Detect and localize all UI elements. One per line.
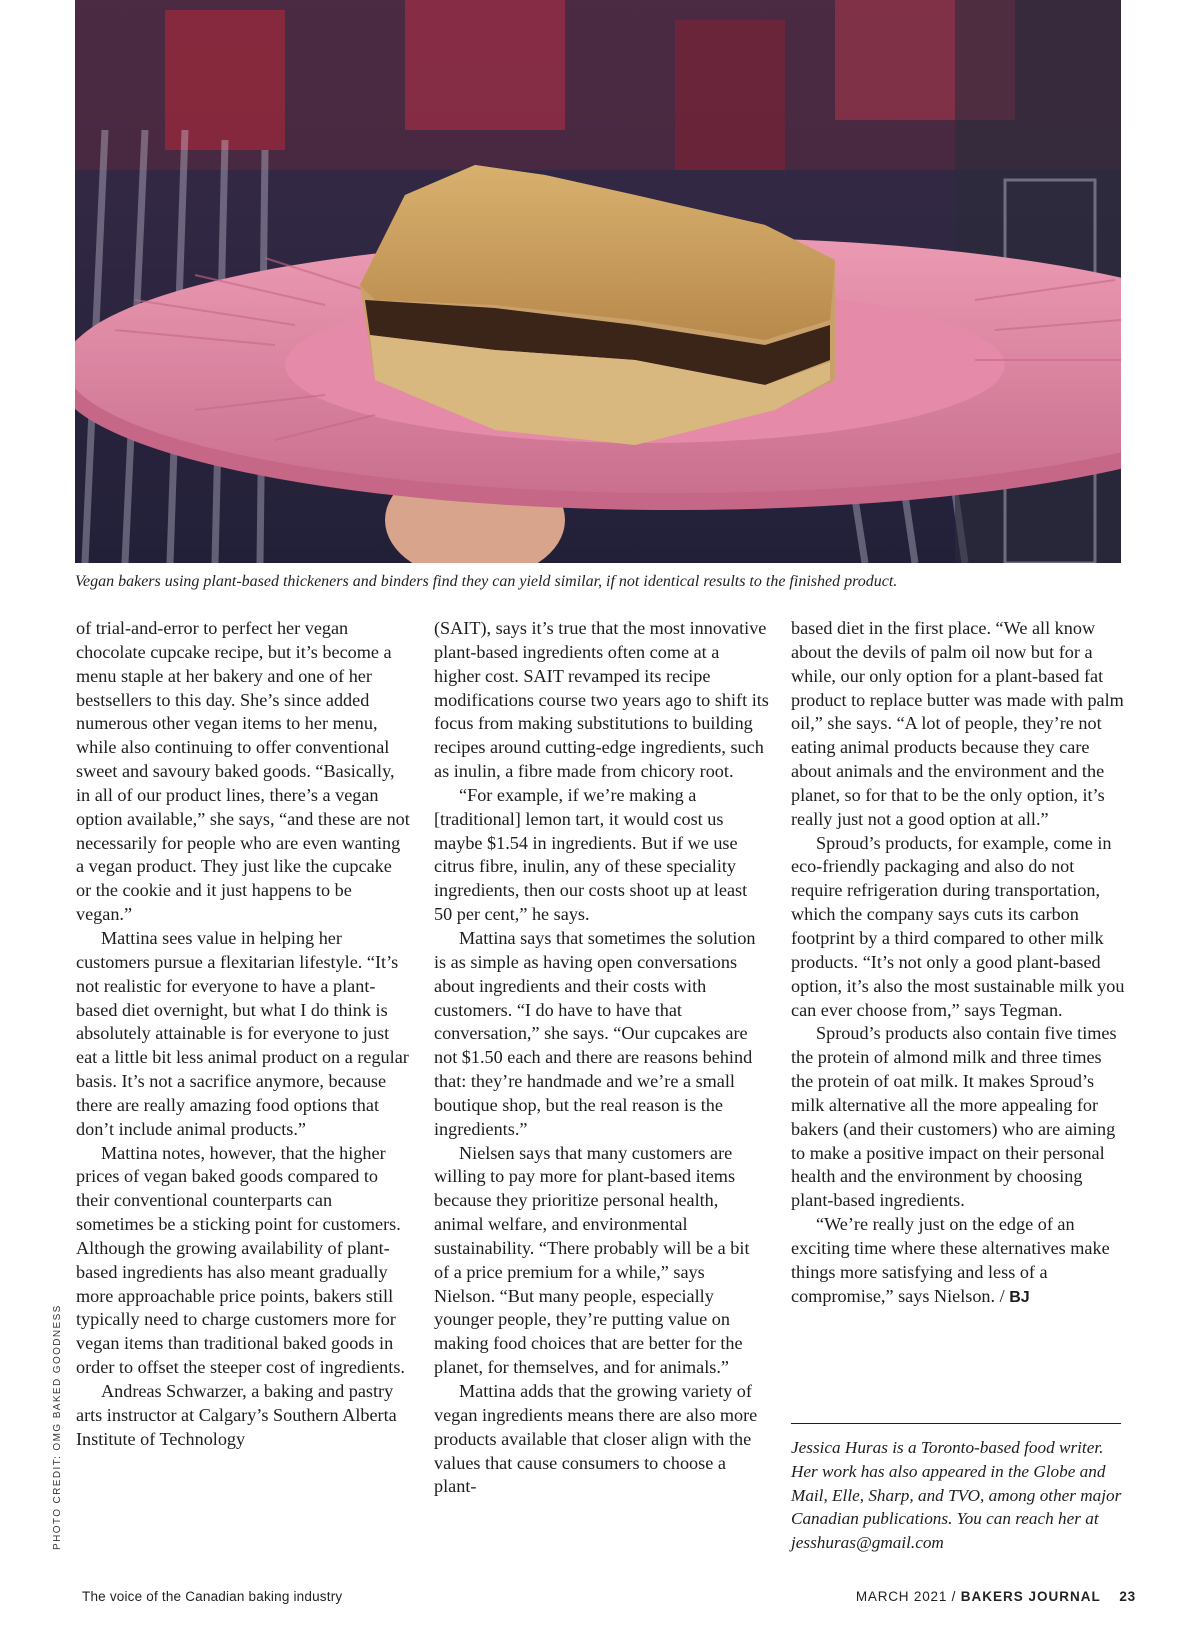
paragraph-text: “We’re really just on the edge of an exciting time where these alternatives make things more satisfying and less of a compromise,” says Nielson. / xyxy=(791,1214,1110,1306)
paragraph: Mattina sees value in helping her customers pursue a flexitarian lifestyle. “It’s not realistic for everyone to have a plant-based diet overnight, but what I do think is absolutely attainable is for everyone to just eat a little bit less animal product on a regular basis. It’s not a sacrifice anymore, because there are really amazing food options that don’t include animal products.” xyxy=(76,927,409,1139)
bio-divider xyxy=(791,1423,1121,1424)
footer-tagline: The voice of the Canadian baking industry xyxy=(82,1589,343,1604)
article-column-2 xyxy=(434,617,769,1499)
paragraph: “For example, if we’re making a [traditional] lemon tart, it would cost us maybe $1.54 in ingredients. But if we use citrus fibre, inulin, any of these speciality ingredients, then our costs shoot up at least 50 per cent,” he says. xyxy=(434,784,748,925)
paragraph: of trial-and-error to perfect her vegan chocolate cupcake recipe, but it’s become a menu staple at her bakery and one of her bestsellers to this day. She’s since added numerous other vegan items to her menu, while also continuing to offer conventional sweet and savoury baked goods. “Basically, in all of our product lines, there’s a vegan option available,” she says, “and these are not necessarily for people who are even wanting a vegan product. They just like the cupcake or the cookie and it just happens to be vegan.” xyxy=(76,618,410,925)
photo-caption: Vegan bakers using plant-based thickeners and binders find they can yield similar, if not identical results to the finished product. xyxy=(75,573,898,590)
hero-photo xyxy=(75,0,1121,563)
paragraph: Mattina says that sometimes the solution is as simple as having open conversations about ingredients and their costs with customers. “I do have to have that conversation,” she says. “Our cupcakes are not $1.50 each and there are reasons behind that: they’re handmade and we’re a small boutique shop, but the real reason is the ingredients.” xyxy=(434,927,756,1139)
paragraph: Andreas Schwarzer, a baking and pastry arts instructor at Calgary’s Southern Alberta Institute of Technology xyxy=(76,1381,397,1449)
issue-date: MARCH 2021 / xyxy=(855,1589,957,1604)
article-column-3 xyxy=(791,617,1126,1309)
paragraph: Sproud’s products, for example, come in eco-friendly packaging and also do not require refrigeration during transportation, which the company says cuts its carbon footprint by a third compared to other milk products. “It’s not only a good plant-based option, it’s also the most sustainable milk you can ever choose from,” says Tegman. xyxy=(791,832,1125,1020)
end-mark: BJ xyxy=(1009,1288,1030,1306)
vegan-bar-photo xyxy=(75,0,1121,563)
paragraph: based diet in the first place. “We all know about the devils of palm oil now but for a while, our only option for a plant-based fat product to replace butter was made with palm oil,” she says. “A lot of people, they’re not eating animal products because they care about animals and the environment and the planet, so for that to be the only option, it’s really just not a good option at all.” xyxy=(791,618,1124,829)
page-number: 23 xyxy=(1119,1589,1136,1604)
paragraph: Mattina notes, however, that the higher prices of vegan baked goods compared to their conventional counterparts can sometimes be a sticking point for customers. Although the growing availability of plant-based ingredients has also meant gradually more approachable price points, bakers still typically need to charge customers more for vegan items than traditional baked goods in order to offset the steeper cost of ingredients. xyxy=(76,1142,405,1378)
paragraph: Mattina adds that the growing variety of vegan ingredients means there are also more products available that closer align with the values that cause consumers to choose a plant- xyxy=(434,1381,758,1497)
photo-credit: PHOTO CREDIT: OMG BAKED GOODNESS xyxy=(52,1304,63,1550)
footer-folio xyxy=(856,1589,1136,1604)
paragraph: Nielsen says that many customers are willing to pay more for plant-based items because they prioritize personal health, animal welfare, and environmental sustainability. “There probably will be a bit of a price premium for a while,” says Nielson. “But many people, especially younger people, they’re putting value on making food choices that are better for the planet, for themselves, and for animals.” xyxy=(434,1142,750,1378)
final-paragraph xyxy=(791,1213,1126,1309)
magazine-name: BAKERS JOURNAL xyxy=(960,1589,1101,1604)
paragraph: Sproud’s products also contain five times the protein of almond milk and three times the protein of oat milk. It makes Sproud’s milk alternative all the more appealing for bakers (and their customers) who are aiming to make a positive impact on their personal health and the environment by choosing plant-based ingredients. xyxy=(791,1023,1117,1211)
article-column-1 xyxy=(76,617,411,1452)
paragraph: (SAIT), says it’s true that the most innovative plant-based ingredients often come at a higher cost. SAIT revamped its recipe modifications course two years ago to shift its focus from making substitutions to building recipes around cutting-edge ingredients, such as inulin, a fibre made from chicory root. xyxy=(434,618,769,782)
author-bio: Jessica Huras is a Toronto-based food writer. Her work has also appeared in the Globe and Mail, Elle, Sharp, and TVO, among other major Canadian publications. You can reach her at jesshuras@gmail.com xyxy=(791,1438,1122,1553)
